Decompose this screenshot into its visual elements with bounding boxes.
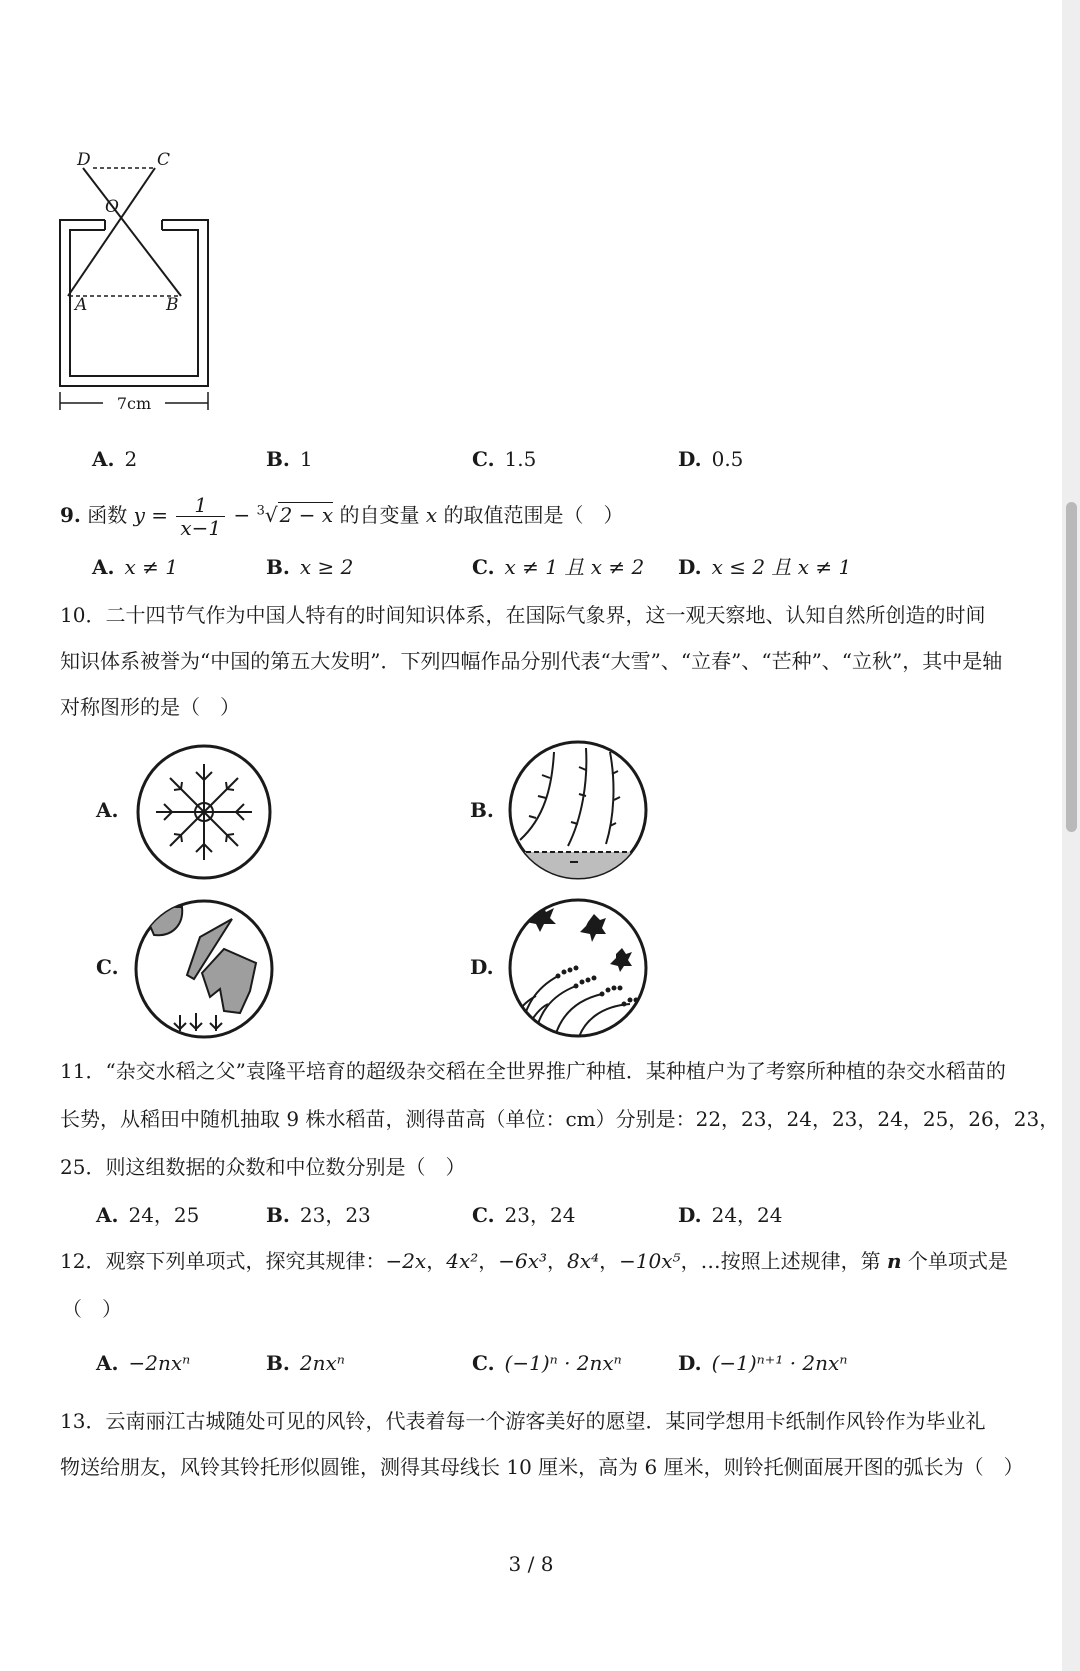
point-a-label: A (75, 295, 88, 315)
q9-root-index: 3 (256, 503, 265, 519)
option-text: 1 (299, 447, 313, 471)
option-text: x ≠ 1 (124, 555, 178, 579)
snowflake-icon (156, 764, 252, 860)
line-d-b (83, 168, 181, 296)
q9-option-c (472, 552, 644, 582)
line-c-a (68, 168, 155, 296)
q9-suffix2: 的取值范围是（ ） (443, 503, 624, 527)
option-label: A. (92, 447, 115, 471)
point-o-label: O (105, 197, 119, 217)
option-text: 23，24 (504, 1203, 576, 1227)
q8-option-d (678, 444, 743, 474)
point-d-label: D (77, 150, 91, 170)
q9-var: x (425, 503, 438, 527)
option-label: C. (472, 447, 495, 471)
q9-option-d (678, 552, 851, 582)
q12-option-c (472, 1348, 622, 1378)
option-label: A. (96, 1351, 119, 1375)
option-text: 2nxⁿ (299, 1351, 345, 1375)
q12-option-b (266, 1348, 345, 1378)
option-label: A. (96, 1203, 119, 1227)
option-label: B. (266, 447, 290, 471)
option-text: x ≤ 2 且 x ≠ 1 (711, 555, 852, 579)
q10-line-3: 对称图形的是（ ） (60, 695, 240, 719)
q9-suffix: 的自变量 (339, 503, 420, 527)
option-text: x ≠ 1 且 x ≠ 2 (504, 555, 645, 579)
q12-option-a (96, 1348, 190, 1378)
q11-line-3: 25．则这组数据的众数和中位数分别是（ ） (60, 1155, 466, 1179)
q8-option-a (92, 444, 137, 474)
option-label: D. (678, 1351, 702, 1375)
q9-fraction (176, 494, 225, 539)
option-label: B. (266, 1203, 290, 1227)
q11-line-1: 11．“杂交水稻之父”袁隆平培育的超级杂交稻在全世界推广种植．某种植户为了考察所种植的杂交水稻苗的 (60, 1059, 1006, 1083)
q9-number: 9. (60, 503, 81, 527)
option-label: C. (472, 1351, 495, 1375)
q9-frac-num: 1 (176, 494, 225, 517)
page-number: 3 / 8 (508, 1552, 554, 1576)
option-label: D. (678, 1203, 702, 1227)
q10-line-1: 10．二十四节气作为中国人特有的时间知识体系，在国际气象界，这一观天察地、认知自然所创造的时间 (60, 603, 986, 627)
q12-term: −2x (385, 1249, 427, 1273)
option-label: C. (472, 555, 495, 579)
q9-stem: 9. 函数 y = $\frac{1}{x-1}$ − $^3$√ 2 − x 的自变量 x 的取值范围是（ ） (60, 493, 624, 540)
q12-term: 8x⁴ (567, 1249, 600, 1273)
q12-term: −10x⁵ (619, 1249, 681, 1273)
option-label: A. (92, 555, 115, 579)
q9-prefix: 函数 (87, 503, 128, 527)
q10-option-d-label: D. (470, 955, 494, 979)
option-label: B. (266, 1351, 290, 1375)
q12-suffix2: 个单项式是 (907, 1249, 1008, 1273)
option-label: B. (266, 555, 290, 579)
option-label: C. (472, 1203, 495, 1227)
q9-option-b (266, 552, 353, 582)
q12-option-d (678, 1348, 847, 1378)
q9-root-body: 2 − x (279, 503, 334, 527)
q10-option-c-label: C. (96, 955, 119, 979)
option-text: 2 (124, 447, 138, 471)
option-label: D. (678, 447, 702, 471)
option-text: (−1)ⁿ⁺¹ · 2nxⁿ (711, 1351, 848, 1375)
option-label: D. (678, 555, 702, 579)
q12-term: −6x³ (498, 1249, 548, 1273)
q10-option-a-label: A. (96, 798, 119, 822)
option-text: 24，24 (711, 1203, 783, 1227)
q11-option-a (96, 1200, 199, 1230)
geometry-figure (55, 148, 225, 426)
q8-option-b (266, 444, 313, 474)
option-text: 23，23 (299, 1203, 371, 1227)
q11-option-d (678, 1200, 783, 1230)
option-text: (−1)ⁿ · 2nxⁿ (504, 1351, 622, 1375)
q9-minus: − (233, 503, 251, 527)
q12-stem: 12．观察下列单项式，探究其规律：−2x，4x²，−6x³，8x⁴，−10x⁵，…按照上述规律，第 n 个单项式是 (60, 1249, 1008, 1273)
q8-option-c (472, 444, 536, 474)
width-label: 7cm (116, 394, 152, 413)
q12-prefix: 12．观察下列单项式，探究其规律： (60, 1249, 386, 1273)
q9-frac-den: x−1 (180, 516, 222, 540)
q13-line-1: 13．云南丽江古城随处可见的风铃，代表着每一个游客美好的愿望．某同学想用卡纸制作风铃作为毕业礼 (60, 1409, 986, 1433)
autumn-figure (506, 896, 650, 1040)
option-text: 1.5 (504, 447, 537, 471)
willow-figure (506, 738, 650, 882)
grain-figure (132, 897, 276, 1041)
point-b-label: B (166, 295, 179, 315)
q12-term: 4x² (446, 1249, 479, 1273)
snowflake-figure (134, 742, 274, 882)
q12-paren: （ ） (62, 1297, 122, 1321)
q12-n: n (886, 1249, 902, 1273)
scrollbar-thumb[interactable] (1066, 502, 1077, 832)
option-text: 24，25 (128, 1203, 200, 1227)
point-c-label: C (157, 150, 171, 170)
option-text: −2nxⁿ (128, 1351, 191, 1375)
q10-line-2: 知识体系被誉为“中国的第五大发明”．下列四幅作品分别代表“大雪”、“立春”、“芒种”、“立秋”，其中是轴 (60, 649, 1003, 673)
option-text: x ≥ 2 (299, 555, 354, 579)
page-edge (1062, 0, 1080, 1671)
q10-option-b-label: B. (470, 798, 494, 822)
q12-suffix: ，…按照上述规律，第 (680, 1249, 881, 1273)
option-text: 0.5 (711, 447, 744, 471)
q11-line-2: 长势，从稻田中随机抽取 9 株水稻苗，测得苗高（单位：cm）分别是：22，23，24，23，24，25，26，23， (60, 1107, 1060, 1131)
q11-option-c (472, 1200, 575, 1230)
q9-y-eq: y = (133, 503, 169, 527)
q9-option-a (92, 552, 178, 582)
q11-option-b (266, 1200, 371, 1230)
container-inner (70, 230, 198, 376)
q13-line-2: 物送给朋友，风铃其铃托形似圆锥，测得其母线长 10 厘米，高为 6 厘米，则铃托侧面展开图的弧长为（ ） (60, 1455, 1024, 1479)
